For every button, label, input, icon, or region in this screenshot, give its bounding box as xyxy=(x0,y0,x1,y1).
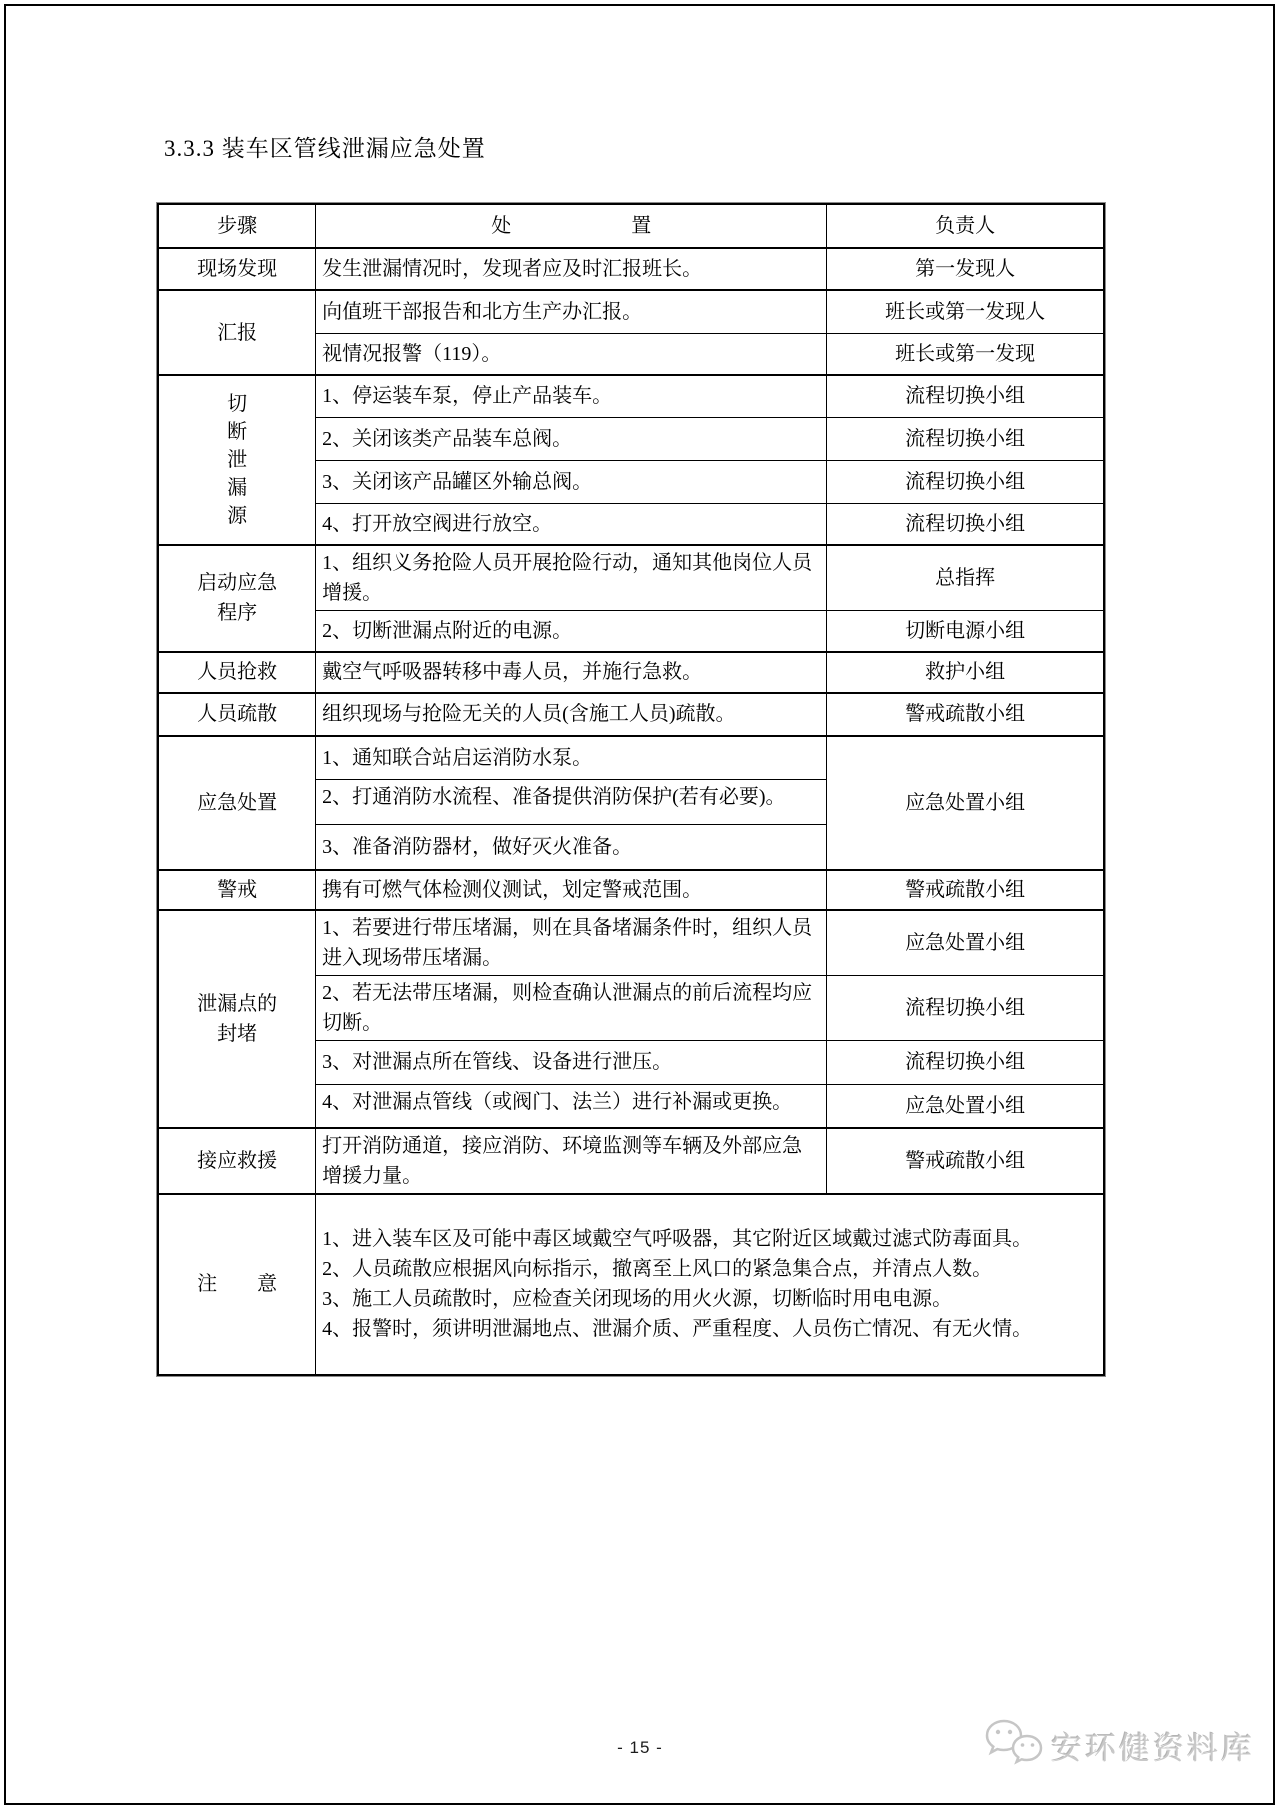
owner-cell: 应急处置小组 xyxy=(827,910,1104,976)
action-cell xyxy=(316,1084,827,1128)
owner-cell: 班长或第一发现人 xyxy=(827,290,1104,333)
owner-cell: 应急处置小组 xyxy=(827,736,1104,870)
action-cell: 3、关闭该产品罐区外输总阀。 xyxy=(316,460,827,503)
section-title: 3.3.3 装车区管线泄漏应急处置 xyxy=(164,136,486,161)
step-label: 泄漏点的封堵 xyxy=(197,992,278,1045)
clipped-text: 2、打通消防水流程、准备提供消防保护(若有必要)。 xyxy=(322,786,786,808)
note-line: 2、人员疏散应根据风向标指示，撤离至上风口的紧急集合点，并清点人数。 xyxy=(322,1258,993,1280)
owner-cell: 流程切换小组 xyxy=(827,975,1104,1040)
owner-cell: 警戒疏散小组 xyxy=(827,693,1104,736)
owner-cell: 警戒疏散小组 xyxy=(827,1128,1104,1194)
action-cell: 携有可燃气体检测仪测试，划定警戒范围。 xyxy=(316,870,827,910)
step-cell: 人员抢救 xyxy=(158,652,316,693)
table-row xyxy=(158,1128,1104,1194)
step-cell: 警戒 xyxy=(158,870,316,910)
action-cell: 戴空气呼吸器转移中毒人员，并施行急救。 xyxy=(316,652,827,693)
action-cell: 打开消防通道，接应消防、环境监测等车辆及外部应急增援力量。 xyxy=(316,1128,827,1194)
table-row xyxy=(158,248,1104,290)
owner-cell: 流程切换小组 xyxy=(827,375,1104,417)
action-cell: 1、通知联合站启运消防水泵。 xyxy=(316,736,827,780)
table-header-row xyxy=(158,204,1104,248)
step-cell xyxy=(158,375,316,545)
page-number: - 15 - xyxy=(617,1738,663,1757)
owner-cell: 第一发现人 xyxy=(827,248,1104,290)
owner-cell: 流程切换小组 xyxy=(827,503,1104,545)
owner-cell: 班长或第一发现 xyxy=(827,333,1104,375)
clipped-text: 4、对泄漏点管线（或阀门、法兰）进行补漏或更换。 xyxy=(322,1090,793,1113)
owner-cell: 救护小组 xyxy=(827,652,1104,693)
header-action: 处 置 xyxy=(316,204,827,248)
step-label-vertical: 切断泄漏源 xyxy=(227,393,248,527)
notes-cell xyxy=(316,1194,1104,1375)
action-cell: 1、组织义务抢险人员开展抢险行动，通知其他岗位人员增援。 xyxy=(316,545,827,611)
action-cell: 1、停运装车泵，停止产品装车。 xyxy=(316,375,827,417)
header-owner: 负责人 xyxy=(827,204,1104,248)
step-cell: 接应救援 xyxy=(158,1128,316,1194)
action-cell: 4、打开放空阀进行放空。 xyxy=(316,503,827,545)
action-cell: 1、若要进行带压堵漏，则在具备堵漏条件时，组织人员进入现场带压堵漏。 xyxy=(316,910,827,976)
table-row xyxy=(158,375,1104,417)
step-cell: 汇报 xyxy=(158,290,316,375)
note-line: 1、进入装车区及可能中毒区域戴空气呼吸器，其它附近区域戴过滤式防毒面具。 xyxy=(322,1228,1033,1250)
step-cell: 注 意 xyxy=(158,1194,316,1375)
owner-cell: 总指挥 xyxy=(827,545,1104,611)
action-cell: 2、若无法带压堵漏，则检查确认泄漏点的前后流程均应切断。 xyxy=(316,975,827,1040)
table-row xyxy=(158,652,1104,693)
action-cell: 2、关闭该类产品装车总阀。 xyxy=(316,417,827,460)
action-cell: 视情况报警（119）。 xyxy=(316,333,827,375)
action-cell: 3、准备消防器材，做好灭火准备。 xyxy=(316,825,827,870)
emergency-procedure-table xyxy=(156,202,1106,1377)
owner-cell: 切断电源小组 xyxy=(827,611,1104,652)
owner-cell: 流程切换小组 xyxy=(827,1040,1104,1084)
step-label: 启动应急程序 xyxy=(197,572,278,625)
note-line: 3、施工人员疏散时，应检查关闭现场的用火火源，切断临时用电电源。 xyxy=(322,1288,953,1310)
table-row xyxy=(158,870,1104,910)
wechat-icon xyxy=(984,1718,1044,1773)
owner-cell: 流程切换小组 xyxy=(827,417,1104,460)
step-cell: 应急处置 xyxy=(158,736,316,870)
step-cell: 现场发现 xyxy=(158,248,316,290)
action-cell: 向值班干部报告和北方生产办汇报。 xyxy=(316,290,827,333)
watermark-text: 安环健资料库 xyxy=(1051,1731,1255,1766)
header-step: 步骤 xyxy=(158,204,316,248)
step-cell xyxy=(158,910,316,1128)
table-row xyxy=(158,545,1104,611)
table-row xyxy=(158,910,1104,976)
action-cell: 发生泄漏情况时，发现者应及时汇报班长。 xyxy=(316,248,827,290)
table-row xyxy=(158,1194,1104,1375)
watermark xyxy=(984,1718,1255,1773)
note-line: 4、报警时，须讲明泄漏地点、泄漏介质、严重程度、人员伤亡情况、有无火情。 xyxy=(322,1318,1033,1340)
owner-cell: 警戒疏散小组 xyxy=(827,870,1104,910)
action-cell: 3、对泄漏点所在管线、设备进行泄压。 xyxy=(316,1040,827,1084)
step-cell: 人员疏散 xyxy=(158,693,316,736)
action-cell: 2、切断泄漏点附近的电源。 xyxy=(316,611,827,652)
table-row xyxy=(158,290,1104,333)
owner-cell: 流程切换小组 xyxy=(827,460,1104,503)
action-cell: 组织现场与抢险无关的人员(含施工人员)疏散。 xyxy=(316,693,827,736)
owner-cell: 应急处置小组 xyxy=(827,1084,1104,1128)
action-cell xyxy=(316,780,827,825)
table-row xyxy=(158,736,1104,780)
step-cell xyxy=(158,545,316,652)
table-row xyxy=(158,693,1104,736)
